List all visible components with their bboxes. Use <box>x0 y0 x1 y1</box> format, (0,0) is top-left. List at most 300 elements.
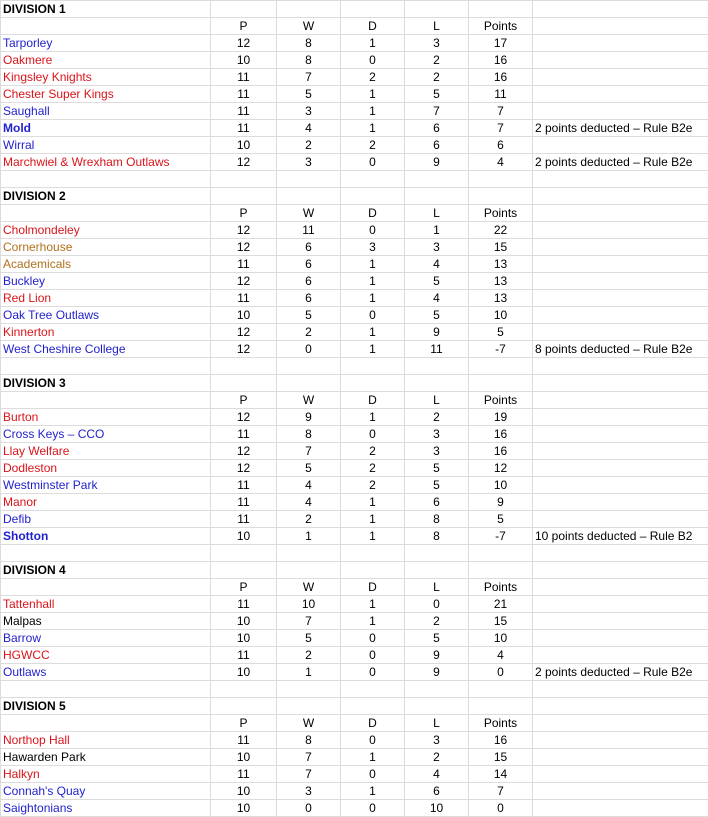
drawn-value[interactable]: 2 <box>341 460 405 477</box>
header-played[interactable]: P <box>211 715 277 732</box>
played-value[interactable]: 12 <box>211 409 277 426</box>
deduction-note[interactable] <box>533 290 708 307</box>
deduction-note[interactable] <box>533 783 708 800</box>
played-value[interactable]: 12 <box>211 239 277 256</box>
played-value[interactable]: 10 <box>211 783 277 800</box>
deduction-note[interactable]: 2 points deducted – Rule B2e <box>533 664 708 681</box>
header-won[interactable]: W <box>277 392 341 409</box>
team-name[interactable]: Tarporley <box>1 35 211 52</box>
empty-cell[interactable] <box>341 545 405 562</box>
deduction-note[interactable] <box>533 239 708 256</box>
team-name[interactable]: Burton <box>1 409 211 426</box>
team-name[interactable]: Academicals <box>1 256 211 273</box>
won-value[interactable]: 7 <box>277 749 341 766</box>
played-value[interactable]: 11 <box>211 86 277 103</box>
points-value[interactable]: 0 <box>469 800 533 817</box>
lost-value[interactable]: 4 <box>405 766 469 783</box>
team-name[interactable]: Dodleston <box>1 460 211 477</box>
empty-cell[interactable] <box>533 171 708 188</box>
team-name[interactable]: Buckley <box>1 273 211 290</box>
drawn-value[interactable]: 2 <box>341 137 405 154</box>
header-points[interactable]: Points <box>469 18 533 35</box>
deduction-note[interactable] <box>533 86 708 103</box>
won-value[interactable]: 0 <box>277 341 341 358</box>
points-value[interactable]: 15 <box>469 613 533 630</box>
lost-value[interactable]: 3 <box>405 443 469 460</box>
lost-value[interactable]: 3 <box>405 35 469 52</box>
division-title[interactable]: DIVISION 3 <box>1 375 211 392</box>
played-value[interactable]: 11 <box>211 596 277 613</box>
deduction-note[interactable]: 10 points deducted – Rule B2 <box>533 528 708 545</box>
deduction-note[interactable] <box>533 766 708 783</box>
team-name[interactable]: Shotton <box>1 528 211 545</box>
empty-cell[interactable] <box>533 375 708 392</box>
header-lost[interactable]: L <box>405 18 469 35</box>
empty-cell[interactable] <box>1 392 211 409</box>
header-points[interactable]: Points <box>469 205 533 222</box>
played-value[interactable]: 11 <box>211 511 277 528</box>
team-name[interactable]: Kinnerton <box>1 324 211 341</box>
empty-cell[interactable] <box>405 375 469 392</box>
drawn-value[interactable]: 1 <box>341 86 405 103</box>
empty-cell[interactable] <box>277 375 341 392</box>
drawn-value[interactable]: 1 <box>341 120 405 137</box>
played-value[interactable]: 11 <box>211 766 277 783</box>
drawn-value[interactable]: 1 <box>341 511 405 528</box>
won-value[interactable]: 4 <box>277 120 341 137</box>
empty-cell[interactable] <box>405 188 469 205</box>
won-value[interactable]: 6 <box>277 290 341 307</box>
team-name[interactable]: Connah's Quay <box>1 783 211 800</box>
drawn-value[interactable]: 1 <box>341 409 405 426</box>
points-value[interactable]: -7 <box>469 528 533 545</box>
played-value[interactable]: 10 <box>211 664 277 681</box>
played-value[interactable]: 12 <box>211 273 277 290</box>
team-name[interactable]: Marchwiel & Wrexham Outlaws <box>1 154 211 171</box>
drawn-value[interactable]: 1 <box>341 783 405 800</box>
lost-value[interactable]: 2 <box>405 749 469 766</box>
played-value[interactable]: 12 <box>211 443 277 460</box>
team-name[interactable]: Manor <box>1 494 211 511</box>
lost-value[interactable]: 6 <box>405 783 469 800</box>
won-value[interactable]: 2 <box>277 647 341 664</box>
points-value[interactable]: 15 <box>469 749 533 766</box>
empty-cell[interactable] <box>341 171 405 188</box>
empty-cell[interactable] <box>533 562 708 579</box>
division-title[interactable]: DIVISION 2 <box>1 188 211 205</box>
played-value[interactable]: 12 <box>211 35 277 52</box>
deduction-note[interactable] <box>533 613 708 630</box>
empty-cell[interactable] <box>533 579 708 596</box>
empty-cell[interactable] <box>211 698 277 715</box>
won-value[interactable]: 5 <box>277 630 341 647</box>
drawn-value[interactable]: 0 <box>341 664 405 681</box>
points-value[interactable]: 16 <box>469 732 533 749</box>
header-points[interactable]: Points <box>469 715 533 732</box>
lost-value[interactable]: 2 <box>405 409 469 426</box>
empty-cell[interactable] <box>469 358 533 375</box>
lost-value[interactable]: 9 <box>405 664 469 681</box>
team-name[interactable]: Defib <box>1 511 211 528</box>
empty-cell[interactable] <box>405 562 469 579</box>
header-lost[interactable]: L <box>405 579 469 596</box>
header-drawn[interactable]: D <box>341 205 405 222</box>
points-value[interactable]: 11 <box>469 86 533 103</box>
won-value[interactable]: 6 <box>277 273 341 290</box>
header-drawn[interactable]: D <box>341 392 405 409</box>
deduction-note[interactable] <box>533 426 708 443</box>
team-name[interactable]: Chester Super Kings <box>1 86 211 103</box>
empty-cell[interactable] <box>405 358 469 375</box>
deduction-note[interactable]: 2 points deducted – Rule B2e <box>533 154 708 171</box>
lost-value[interactable]: 9 <box>405 154 469 171</box>
lost-value[interactable]: 9 <box>405 324 469 341</box>
drawn-value[interactable]: 1 <box>341 273 405 290</box>
points-value[interactable]: 16 <box>469 426 533 443</box>
won-value[interactable]: 2 <box>277 324 341 341</box>
deduction-note[interactable] <box>533 324 708 341</box>
won-value[interactable]: 2 <box>277 137 341 154</box>
deduction-note[interactable] <box>533 647 708 664</box>
won-value[interactable]: 1 <box>277 528 341 545</box>
points-value[interactable]: 15 <box>469 239 533 256</box>
empty-cell[interactable] <box>533 698 708 715</box>
empty-cell[interactable] <box>469 188 533 205</box>
team-name[interactable]: Cholmondeley <box>1 222 211 239</box>
header-won[interactable]: W <box>277 18 341 35</box>
header-drawn[interactable]: D <box>341 715 405 732</box>
played-value[interactable]: 10 <box>211 137 277 154</box>
team-name[interactable]: Tattenhall <box>1 596 211 613</box>
empty-cell[interactable] <box>341 188 405 205</box>
drawn-value[interactable]: 1 <box>341 35 405 52</box>
empty-cell[interactable] <box>405 545 469 562</box>
lost-value[interactable]: 5 <box>405 273 469 290</box>
empty-cell[interactable] <box>533 715 708 732</box>
deduction-note[interactable] <box>533 307 708 324</box>
team-name[interactable]: West Cheshire College <box>1 341 211 358</box>
deduction-note[interactable] <box>533 494 708 511</box>
header-won[interactable]: W <box>277 579 341 596</box>
empty-cell[interactable] <box>277 188 341 205</box>
lost-value[interactable]: 3 <box>405 426 469 443</box>
team-name[interactable]: Kingsley Knights <box>1 69 211 86</box>
team-name[interactable]: Mold <box>1 120 211 137</box>
drawn-value[interactable]: 0 <box>341 647 405 664</box>
points-value[interactable]: 9 <box>469 494 533 511</box>
drawn-value[interactable]: 0 <box>341 222 405 239</box>
empty-cell[interactable] <box>533 1 708 18</box>
team-name[interactable]: Red Lion <box>1 290 211 307</box>
points-value[interactable]: 5 <box>469 324 533 341</box>
drawn-value[interactable]: 1 <box>341 494 405 511</box>
deduction-note[interactable] <box>533 103 708 120</box>
points-value[interactable]: 13 <box>469 256 533 273</box>
deduction-note[interactable] <box>533 800 708 817</box>
deduction-note[interactable] <box>533 35 708 52</box>
team-name[interactable]: Wirral <box>1 137 211 154</box>
drawn-value[interactable]: 1 <box>341 749 405 766</box>
drawn-value[interactable]: 0 <box>341 732 405 749</box>
header-played[interactable]: P <box>211 18 277 35</box>
deduction-note[interactable] <box>533 256 708 273</box>
lost-value[interactable]: 5 <box>405 460 469 477</box>
played-value[interactable]: 12 <box>211 222 277 239</box>
drawn-value[interactable]: 3 <box>341 239 405 256</box>
empty-cell[interactable] <box>277 358 341 375</box>
header-played[interactable]: P <box>211 205 277 222</box>
header-played[interactable]: P <box>211 392 277 409</box>
empty-cell[interactable] <box>211 1 277 18</box>
won-value[interactable]: 5 <box>277 307 341 324</box>
points-value[interactable]: 13 <box>469 273 533 290</box>
played-value[interactable]: 11 <box>211 69 277 86</box>
deduction-note[interactable] <box>533 732 708 749</box>
deduction-note[interactable] <box>533 137 708 154</box>
deduction-note[interactable] <box>533 52 708 69</box>
lost-value[interactable]: 4 <box>405 256 469 273</box>
lost-value[interactable]: 0 <box>405 596 469 613</box>
won-value[interactable]: 3 <box>277 783 341 800</box>
played-value[interactable]: 10 <box>211 528 277 545</box>
lost-value[interactable]: 8 <box>405 511 469 528</box>
drawn-value[interactable]: 0 <box>341 800 405 817</box>
played-value[interactable]: 11 <box>211 732 277 749</box>
empty-cell[interactable] <box>469 562 533 579</box>
lost-value[interactable]: 5 <box>405 477 469 494</box>
header-won[interactable]: W <box>277 205 341 222</box>
empty-cell[interactable] <box>211 375 277 392</box>
empty-cell[interactable] <box>1 715 211 732</box>
deduction-note[interactable]: 8 points deducted – Rule B2e <box>533 341 708 358</box>
empty-cell[interactable] <box>469 1 533 18</box>
empty-cell[interactable] <box>469 375 533 392</box>
points-value[interactable]: 13 <box>469 290 533 307</box>
deduction-note[interactable] <box>533 749 708 766</box>
drawn-value[interactable]: 0 <box>341 307 405 324</box>
won-value[interactable]: 8 <box>277 732 341 749</box>
won-value[interactable]: 10 <box>277 596 341 613</box>
points-value[interactable]: 7 <box>469 103 533 120</box>
lost-value[interactable]: 4 <box>405 290 469 307</box>
empty-cell[interactable] <box>277 171 341 188</box>
played-value[interactable]: 11 <box>211 477 277 494</box>
won-value[interactable]: 2 <box>277 511 341 528</box>
deduction-note[interactable]: 2 points deducted – Rule B2e <box>533 120 708 137</box>
empty-cell[interactable] <box>469 545 533 562</box>
empty-cell[interactable] <box>341 375 405 392</box>
played-value[interactable]: 10 <box>211 613 277 630</box>
division-title[interactable]: DIVISION 4 <box>1 562 211 579</box>
empty-cell[interactable] <box>469 698 533 715</box>
won-value[interactable]: 8 <box>277 52 341 69</box>
points-value[interactable]: 4 <box>469 647 533 664</box>
empty-cell[interactable] <box>533 358 708 375</box>
played-value[interactable]: 12 <box>211 324 277 341</box>
won-value[interactable]: 11 <box>277 222 341 239</box>
empty-cell[interactable] <box>277 562 341 579</box>
drawn-value[interactable]: 1 <box>341 596 405 613</box>
drawn-value[interactable]: 0 <box>341 426 405 443</box>
header-played[interactable]: P <box>211 579 277 596</box>
won-value[interactable]: 8 <box>277 35 341 52</box>
played-value[interactable]: 11 <box>211 256 277 273</box>
header-points[interactable]: Points <box>469 392 533 409</box>
drawn-value[interactable]: 2 <box>341 477 405 494</box>
empty-cell[interactable] <box>277 681 341 698</box>
empty-cell[interactable] <box>533 392 708 409</box>
empty-cell[interactable] <box>405 171 469 188</box>
division-title[interactable]: DIVISION 5 <box>1 698 211 715</box>
empty-cell[interactable] <box>211 171 277 188</box>
played-value[interactable]: 10 <box>211 749 277 766</box>
won-value[interactable]: 0 <box>277 800 341 817</box>
won-value[interactable]: 7 <box>277 613 341 630</box>
drawn-value[interactable]: 1 <box>341 290 405 307</box>
team-name[interactable]: Westminster Park <box>1 477 211 494</box>
played-value[interactable]: 12 <box>211 154 277 171</box>
won-value[interactable]: 6 <box>277 256 341 273</box>
team-name[interactable]: Oak Tree Outlaws <box>1 307 211 324</box>
lost-value[interactable]: 8 <box>405 528 469 545</box>
points-value[interactable]: 12 <box>469 460 533 477</box>
empty-cell[interactable] <box>1 358 211 375</box>
team-name[interactable]: Hawarden Park <box>1 749 211 766</box>
empty-cell[interactable] <box>277 545 341 562</box>
won-value[interactable]: 4 <box>277 494 341 511</box>
deduction-note[interactable] <box>533 443 708 460</box>
deduction-note[interactable] <box>533 460 708 477</box>
deduction-note[interactable] <box>533 630 708 647</box>
points-value[interactable]: 10 <box>469 477 533 494</box>
played-value[interactable]: 10 <box>211 630 277 647</box>
team-name[interactable]: HGWCC <box>1 647 211 664</box>
drawn-value[interactable]: 2 <box>341 443 405 460</box>
empty-cell[interactable] <box>533 545 708 562</box>
drawn-value[interactable]: 0 <box>341 154 405 171</box>
empty-cell[interactable] <box>277 1 341 18</box>
lost-value[interactable]: 10 <box>405 800 469 817</box>
lost-value[interactable]: 6 <box>405 137 469 154</box>
empty-cell[interactable] <box>1 205 211 222</box>
won-value[interactable]: 9 <box>277 409 341 426</box>
drawn-value[interactable]: 0 <box>341 630 405 647</box>
empty-cell[interactable] <box>405 698 469 715</box>
played-value[interactable]: 11 <box>211 647 277 664</box>
empty-cell[interactable] <box>277 698 341 715</box>
empty-cell[interactable] <box>533 18 708 35</box>
played-value[interactable]: 11 <box>211 103 277 120</box>
empty-cell[interactable] <box>341 681 405 698</box>
empty-cell[interactable] <box>1 545 211 562</box>
won-value[interactable]: 3 <box>277 103 341 120</box>
team-name[interactable]: Cornerhouse <box>1 239 211 256</box>
points-value[interactable]: 16 <box>469 52 533 69</box>
empty-cell[interactable] <box>533 188 708 205</box>
lost-value[interactable]: 2 <box>405 69 469 86</box>
points-value[interactable]: 0 <box>469 664 533 681</box>
empty-cell[interactable] <box>211 545 277 562</box>
lost-value[interactable]: 6 <box>405 120 469 137</box>
header-points[interactable]: Points <box>469 579 533 596</box>
header-won[interactable]: W <box>277 715 341 732</box>
won-value[interactable]: 3 <box>277 154 341 171</box>
team-name[interactable]: Outlaws <box>1 664 211 681</box>
empty-cell[interactable] <box>341 358 405 375</box>
empty-cell[interactable] <box>211 188 277 205</box>
drawn-value[interactable]: 2 <box>341 69 405 86</box>
empty-cell[interactable] <box>469 681 533 698</box>
empty-cell[interactable] <box>405 681 469 698</box>
points-value[interactable]: 22 <box>469 222 533 239</box>
team-name[interactable]: Northop Hall <box>1 732 211 749</box>
empty-cell[interactable] <box>405 1 469 18</box>
won-value[interactable]: 7 <box>277 443 341 460</box>
lost-value[interactable]: 3 <box>405 239 469 256</box>
lost-value[interactable]: 7 <box>405 103 469 120</box>
deduction-note[interactable] <box>533 477 708 494</box>
team-name[interactable]: Halkyn <box>1 766 211 783</box>
played-value[interactable]: 11 <box>211 120 277 137</box>
drawn-value[interactable]: 1 <box>341 341 405 358</box>
drawn-value[interactable]: 1 <box>341 324 405 341</box>
empty-cell[interactable] <box>1 171 211 188</box>
empty-cell[interactable] <box>341 698 405 715</box>
empty-cell[interactable] <box>469 171 533 188</box>
lost-value[interactable]: 2 <box>405 52 469 69</box>
points-value[interactable]: 16 <box>469 443 533 460</box>
played-value[interactable]: 10 <box>211 800 277 817</box>
empty-cell[interactable] <box>1 18 211 35</box>
empty-cell[interactable] <box>1 579 211 596</box>
drawn-value[interactable]: 1 <box>341 528 405 545</box>
points-value[interactable]: 19 <box>469 409 533 426</box>
lost-value[interactable]: 9 <box>405 647 469 664</box>
empty-cell[interactable] <box>1 681 211 698</box>
team-name[interactable]: Malpas <box>1 613 211 630</box>
lost-value[interactable]: 3 <box>405 732 469 749</box>
points-value[interactable]: 5 <box>469 511 533 528</box>
header-drawn[interactable]: D <box>341 18 405 35</box>
played-value[interactable]: 11 <box>211 494 277 511</box>
deduction-note[interactable] <box>533 69 708 86</box>
lost-value[interactable]: 5 <box>405 86 469 103</box>
points-value[interactable]: 7 <box>469 783 533 800</box>
points-value[interactable]: 10 <box>469 630 533 647</box>
lost-value[interactable]: 1 <box>405 222 469 239</box>
deduction-note[interactable] <box>533 409 708 426</box>
deduction-note[interactable] <box>533 596 708 613</box>
empty-cell[interactable] <box>211 562 277 579</box>
header-lost[interactable]: L <box>405 205 469 222</box>
won-value[interactable]: 6 <box>277 239 341 256</box>
drawn-value[interactable]: 1 <box>341 613 405 630</box>
lost-value[interactable]: 5 <box>405 630 469 647</box>
deduction-note[interactable] <box>533 273 708 290</box>
won-value[interactable]: 5 <box>277 460 341 477</box>
deduction-note[interactable] <box>533 511 708 528</box>
won-value[interactable]: 7 <box>277 69 341 86</box>
empty-cell[interactable] <box>341 562 405 579</box>
team-name[interactable]: Cross Keys – CCO <box>1 426 211 443</box>
points-value[interactable]: 10 <box>469 307 533 324</box>
points-value[interactable]: 6 <box>469 137 533 154</box>
empty-cell[interactable] <box>533 205 708 222</box>
drawn-value[interactable]: 0 <box>341 766 405 783</box>
deduction-note[interactable] <box>533 222 708 239</box>
points-value[interactable]: 16 <box>469 69 533 86</box>
won-value[interactable]: 8 <box>277 426 341 443</box>
